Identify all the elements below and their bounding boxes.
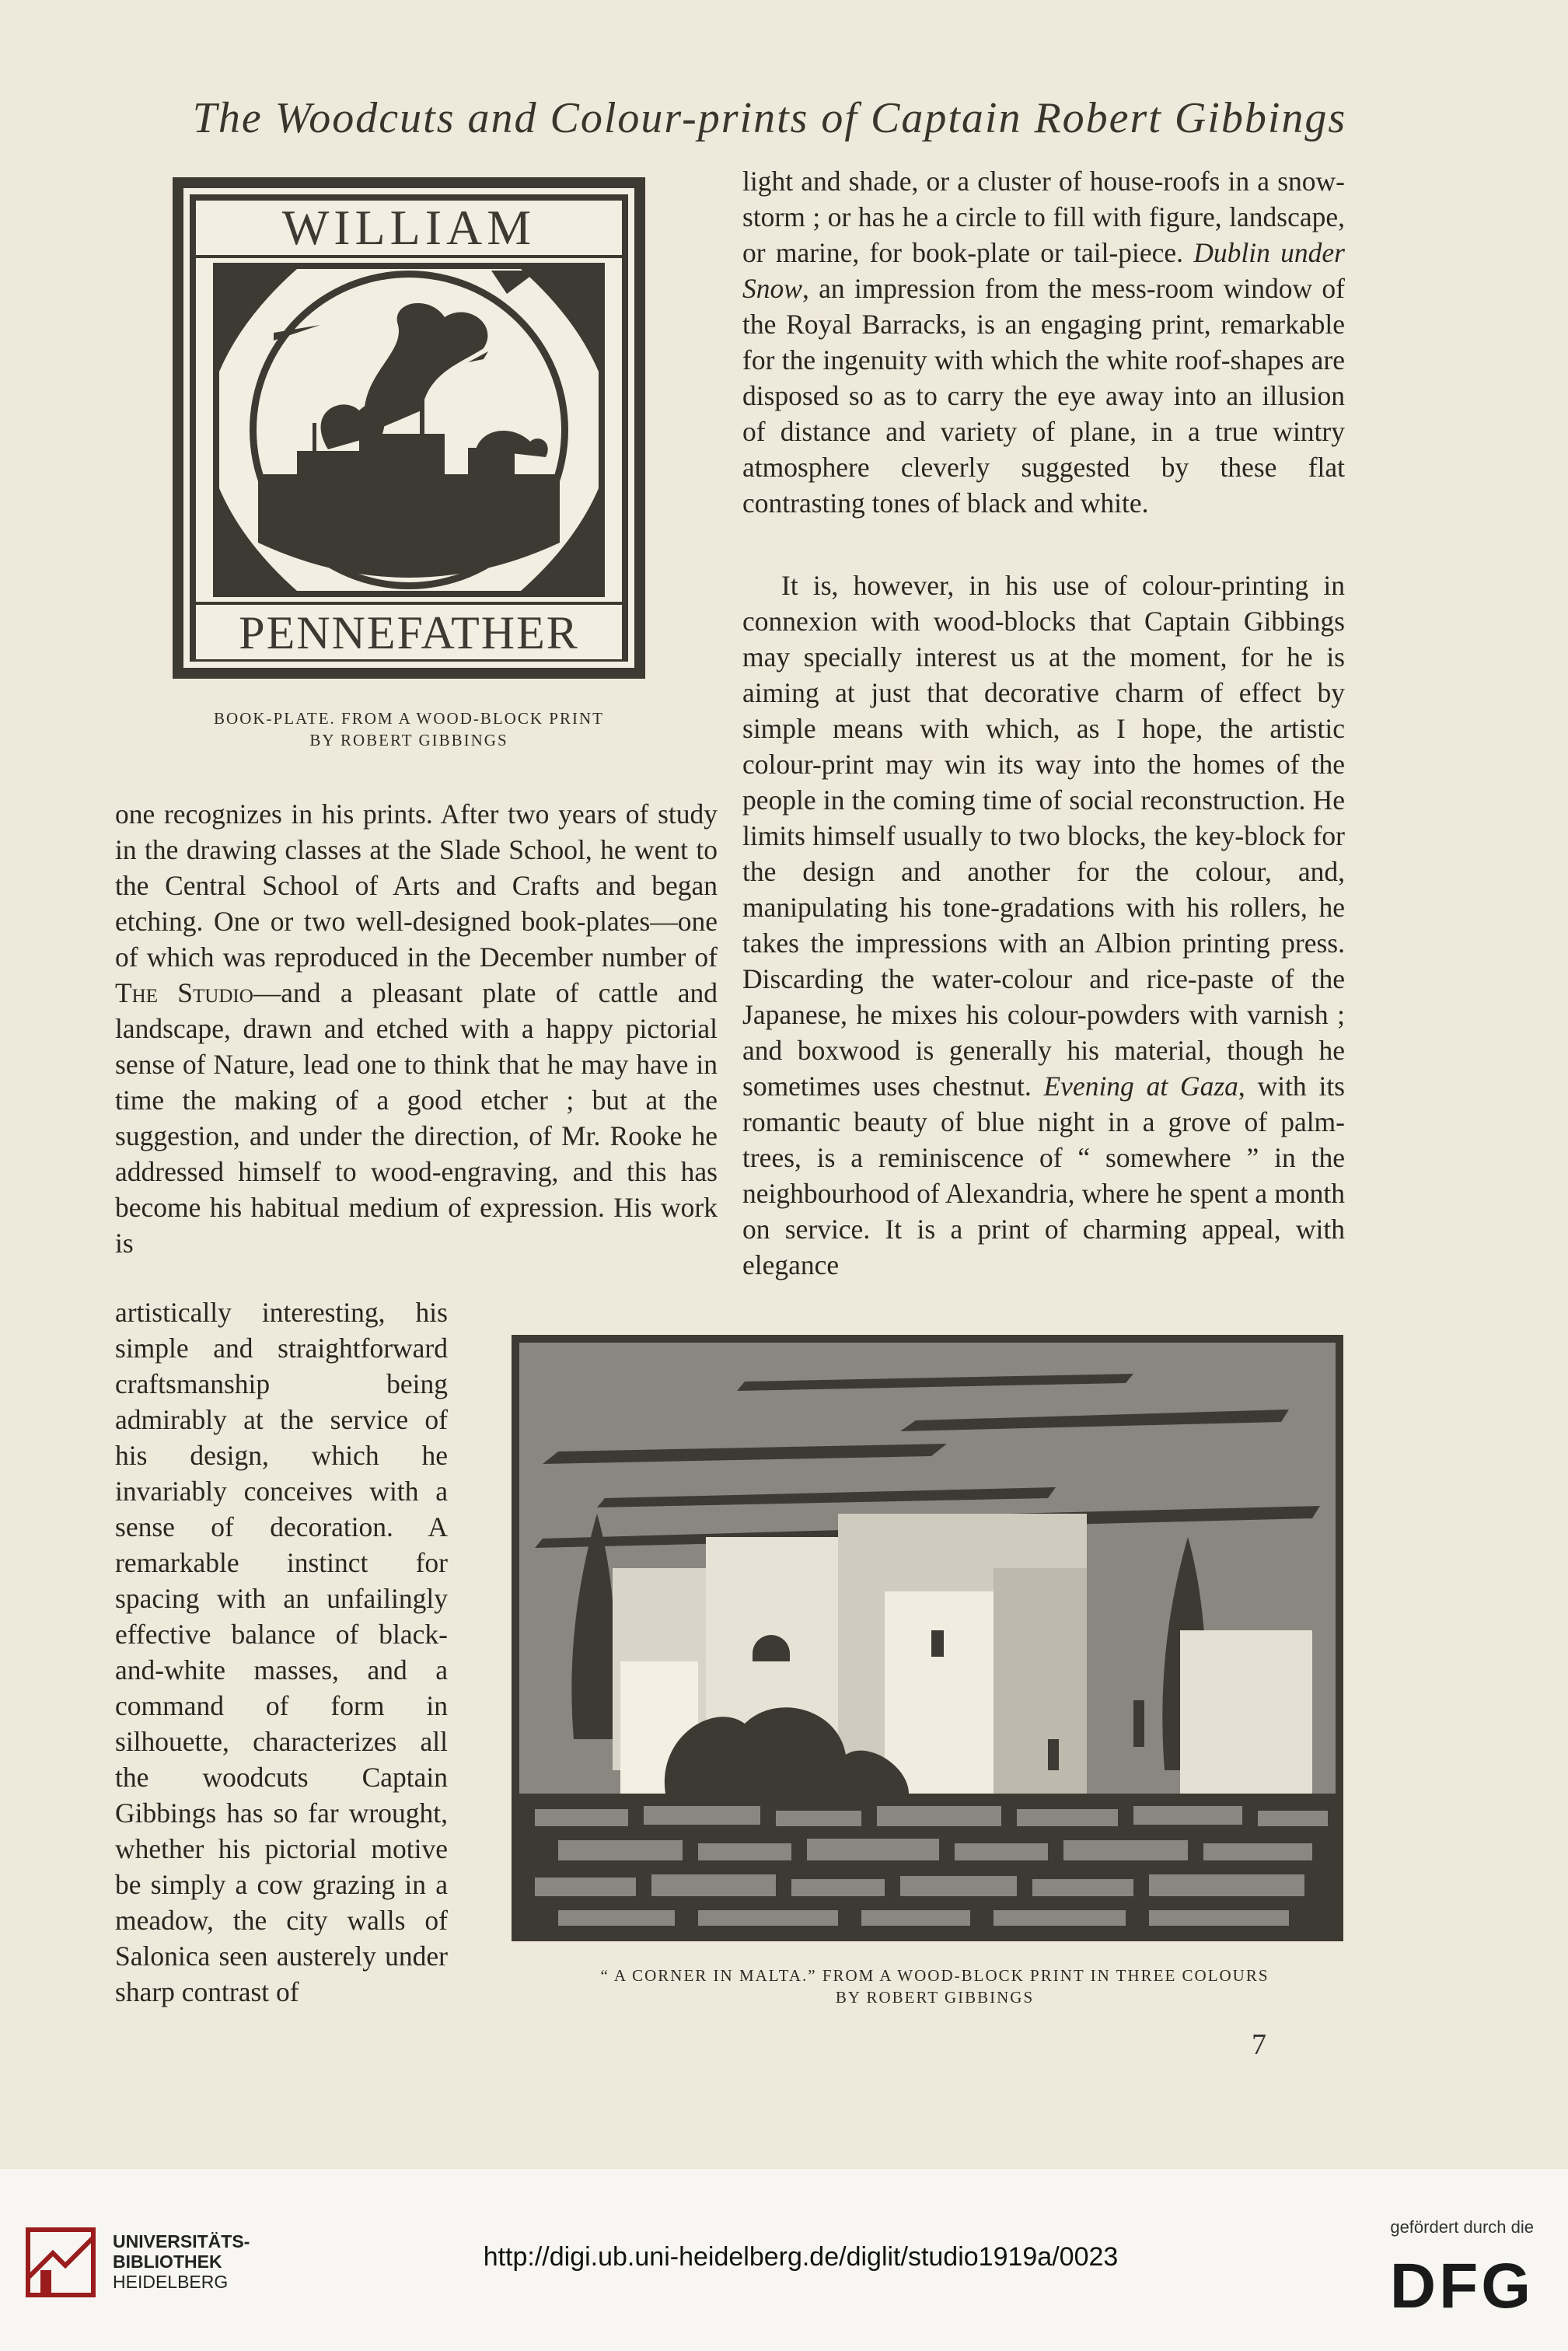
paragraph-craftsmanship: artistically interesting, his simple and straightforward craftsmanship being admirably at the service of his design, which he invariably conceives with a sense of decoration. A remarkable instinct for spacing with an unfailingly effective balance of black-and-white masses, and a command of form in silhouette, characterizes all the woodcuts Captain Gibbings has so far wrought, whether his pictorial motive be simply a cow grazing in a meadow, the city walls of Salonica seen austerely under sharp contrast of (115, 1297, 448, 2007)
page-number: 7 (1252, 2028, 1266, 2061)
funding-label: gefördert durch die (1390, 2217, 1534, 2237)
bookplate-caption (173, 707, 645, 751)
right-column-mid (742, 568, 1345, 1283)
bookplate-top-text: WILLIAM (281, 200, 536, 255)
malta-caption (509, 1965, 1360, 2008)
malta-caption-line1: “ A CORNER IN MALTA.” FROM A WOOD-BLOCK PRINT IN THREE COLOURS (600, 1966, 1269, 1985)
magazine-name: The Studio (115, 977, 253, 1008)
left-column-narrow (115, 1294, 448, 2010)
bookplate-caption-line2: BY ROBERT GIBBINGS (309, 731, 508, 749)
digitization-url-link[interactable]: http://digi.ub.uni-heidelberg.de/diglit/studio1919a/0023 (483, 2242, 1119, 2272)
left-column-mid (115, 796, 718, 1261)
malta-print-image (512, 1335, 1343, 1941)
paragraph-training: one recognizes in his prints. After two years of study in the drawing classes at the Slade School, he went to the Central School of Arts and Crafts and began etching. One or two well-designed book-plates—one of which was reproduced in the December number of The Studio—and a pleasant plate of cattle and landscape, drawn and etched with a happy pictorial sense of Nature, lead one to think that he may have in time the making of a good etcher ; but at the suggestion, and under the direction, of Mr. Rooke he addressed himself to wood-engraving, and this has become his habitual medium of expression. His work is (115, 798, 718, 1259)
malta-caption-line2: BY ROBERT GIBBINGS (835, 1988, 1035, 2007)
running-title: The Woodcuts and Colour-prints of Captain Robert Gibbings (192, 94, 1347, 142)
dfg-logo: DFG (1389, 2251, 1534, 2321)
right-column-top (742, 163, 1345, 521)
library-name: UNIVERSITÄTS- BIBLIOTHEK HEIDELBERG (113, 2231, 250, 2292)
bookplate-image (173, 177, 645, 679)
title-evening-at-gaza: Evening at Gaza (1043, 1071, 1238, 1102)
bookplate-caption-line1: BOOK-PLATE. FROM A WOOD-BLOCK PRINT (214, 709, 604, 728)
university-logo-icon (22, 2223, 100, 2301)
title-dublin-under-snow: Dublin under Snow (742, 237, 1345, 304)
bookplate-bottom-text: PENNEFATHER (239, 607, 579, 658)
digitization-footer (0, 2169, 1568, 2351)
paragraph-colour-printing: It is, however, in his use of colour-printing in connexion with wood-blocks that Captain Gibbings may specially interest us at the moment, for he is aiming at just that decorative charm of effect by simple means with which, as I hope, the artistic colour-print may win its way into the homes of the people in the coming time of social reconstruction. He limits himself usually to two blocks, the key-block for the design and another for the colour, and, manipulating his tone-gradations with his rollers, he takes the impressions with an Albion printing press. Discarding the water-colour and rice-paste of the Japanese, he mixes his colour-powders with varnish ; and boxwood is generally his material, though he sometimes uses chestnut. Evening at Gaza, with its romantic beauty of blue night in a grove of palm-trees, is a reminiscence of “ somewhere ” in the neighbourhood of Alexandria, where he spent a month on service. It is a print of charming appeal, with elegance (742, 570, 1345, 1280)
paragraph-dublin: light and shade, or a cluster of house-roofs in a snow-storm ; or has he a circle to fill with figure, landscape, or marine, for book-plate or tail-piece. Dublin under Snow, an impression from the mess-room window of the Royal Barracks, is an engaging print, remarkable for the ingenuity with which the white roof-shapes are disposed so as to carry the eye away into an illusion of distance and variety of plane, in a true wintry atmosphere cleverly suggested by these flat contrasting tones of black and white. (742, 166, 1345, 519)
